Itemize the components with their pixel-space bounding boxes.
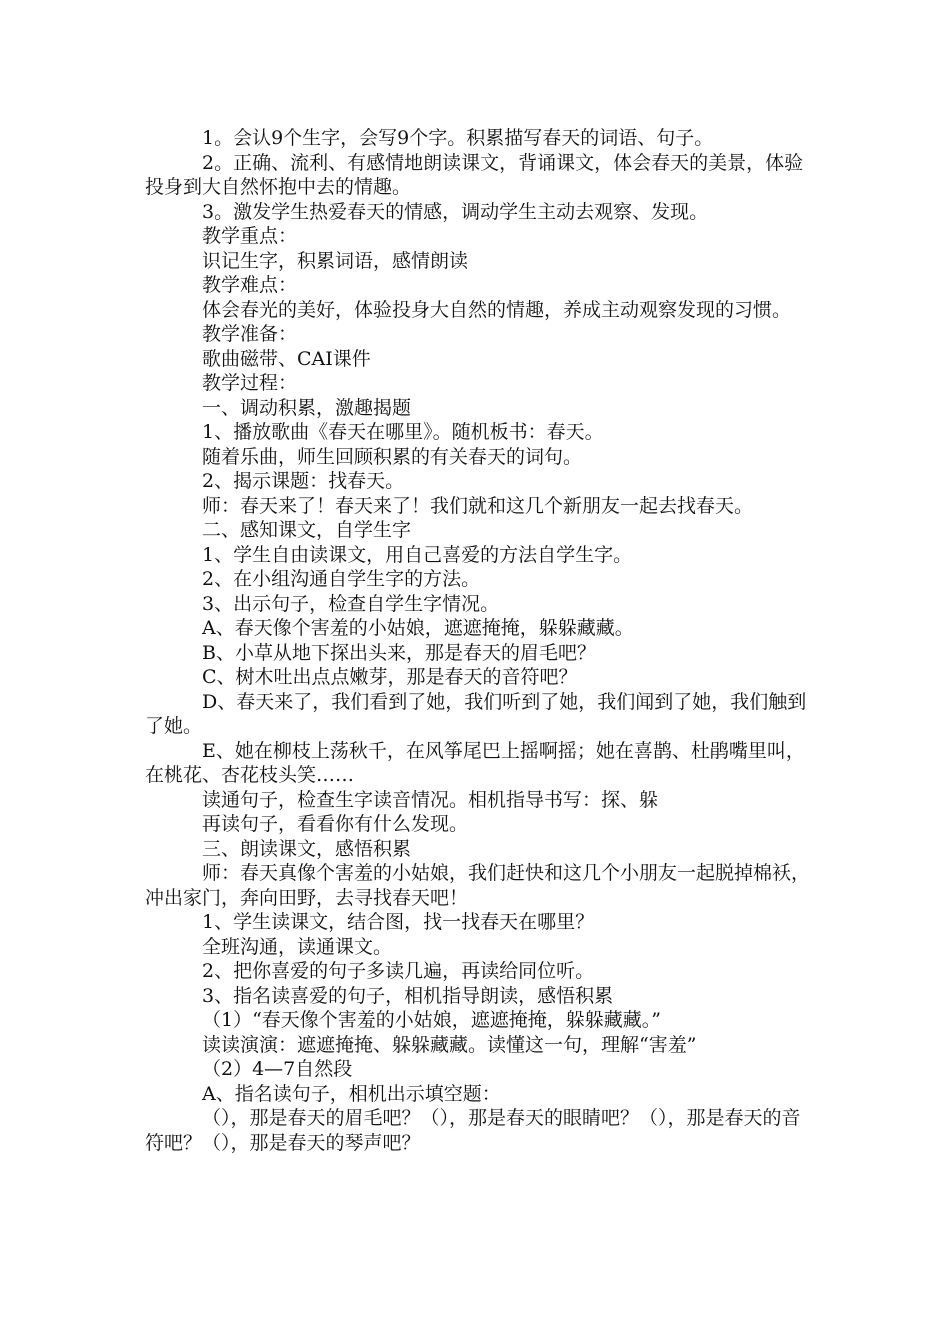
paragraph: 随着乐曲，师生回顾积累的有关春天的词句。 [202, 445, 583, 468]
heading-process: 教学过程： [202, 372, 298, 394]
paragraph: 全班沟通，读通课文。 [202, 935, 393, 958]
paragraph: D、春天来了，我们看到了她，我们听到了她，我们闻到了她，我们触到了她。 [145, 690, 807, 737]
paragraph: 再读句子，看看你有什么发现。 [202, 813, 469, 835]
paragraph: C、树木吐出点点嫩芽，那是春天的音符吧？ [202, 666, 578, 688]
paragraph: A、春天像个害羞的小姑娘，遮遮掩掩，躲躲藏藏。 [202, 617, 634, 639]
paragraph: 读读演演：遮遮掩掩、躲躲藏藏。读懂这一句，理解“害羞” [202, 1033, 697, 1056]
paragraph-key-points: 识记生字，积累词语，感情朗读 [202, 249, 469, 272]
paragraph: B、小草从地下探出头来，那是春天的眉毛吧？ [202, 641, 596, 664]
paragraph: 2、揭示课题：找春天。 [202, 470, 405, 492]
section-heading-2: 二、感知课文，自学生字 [202, 519, 412, 541]
paragraph-goal-1: 1。会认9个生字，会写9个字。积累描写春天的词语、句子。 [202, 127, 714, 149]
paragraph-goal-2: 2。正确、流利、有感情地朗读课文，背诵课文，体会春天的美景，体验投身到大自然怀抱中去的情趣。 [145, 151, 804, 198]
paragraph: A、指名读句子，相机出示填空题： [202, 1082, 501, 1105]
paragraph: 1、播放歌曲《春天在哪里》。随机板书：春天。 [202, 421, 604, 443]
paragraph: 1、学生自由读课文，用自己喜爱的方法自学生字。 [202, 543, 633, 566]
paragraph-preparation: 歌曲磁带、CAI课件 [202, 347, 371, 370]
section-heading-3: 三、朗读课文，感悟积累 [202, 837, 412, 860]
paragraph: 1、学生读课文，结合图，找一找春天在哪里？ [202, 911, 595, 933]
paragraph-goal-3: 3。激发学生热爱春天的情感，调动学生主动去观察、发现。 [202, 200, 709, 223]
paragraph: （2）4—7自然段 [202, 1058, 353, 1080]
section-heading-1: 一、调动积累，激趣揭题 [202, 396, 412, 419]
paragraph: 读通句子，检查生字读音情况。相机指导书写：探、躲 [202, 788, 659, 811]
heading-difficulties: 教学难点： [202, 274, 298, 296]
paragraph: 3、出示句子，检查自学生字情况。 [202, 592, 500, 615]
paragraph: E、她在柳枝上荡秋千，在风筝尾巴上摇啊摇；她在喜鹊、杜鹃嘴里叫，在桃花、杏花枝头笑…… [145, 739, 805, 786]
paragraph: （1）“春天像个害羞的小姑娘，遮遮掩掩，躲躲藏藏。” [202, 1009, 662, 1031]
paragraph: 2、把你喜爱的句子多读几遍，再读给同位听。 [202, 960, 595, 982]
paragraph: 师：春天真像个害羞的小姑娘，我们赶快和这几个小朋友一起脱掉棉袄，冲出家门，奔向田野，去寻找春天吧！ [145, 862, 811, 909]
heading-preparation: 教学准备： [202, 323, 298, 345]
paragraph: 师：春天来了！春天来了！我们就和这几个新朋友一起去找春天。 [202, 494, 754, 517]
paragraph-difficulties: 体会春光的美好，体验投身大自然的情趣，养成主动观察发现的习惯。 [202, 298, 792, 321]
paragraph: 2、在小组沟通自学生字的方法。 [202, 568, 481, 590]
paragraph: 3、指名读喜爱的句子，相机指导朗读，感悟积累 [202, 984, 614, 1007]
paragraph: （），那是春天的眉毛吧？（），那是春天的眼睛吧？（），那是春天的音符吧？（），那是春天的琴声吧？ [145, 1107, 801, 1154]
heading-key-points: 教学重点： [202, 225, 298, 247]
document-body [145, 126, 810, 1155]
